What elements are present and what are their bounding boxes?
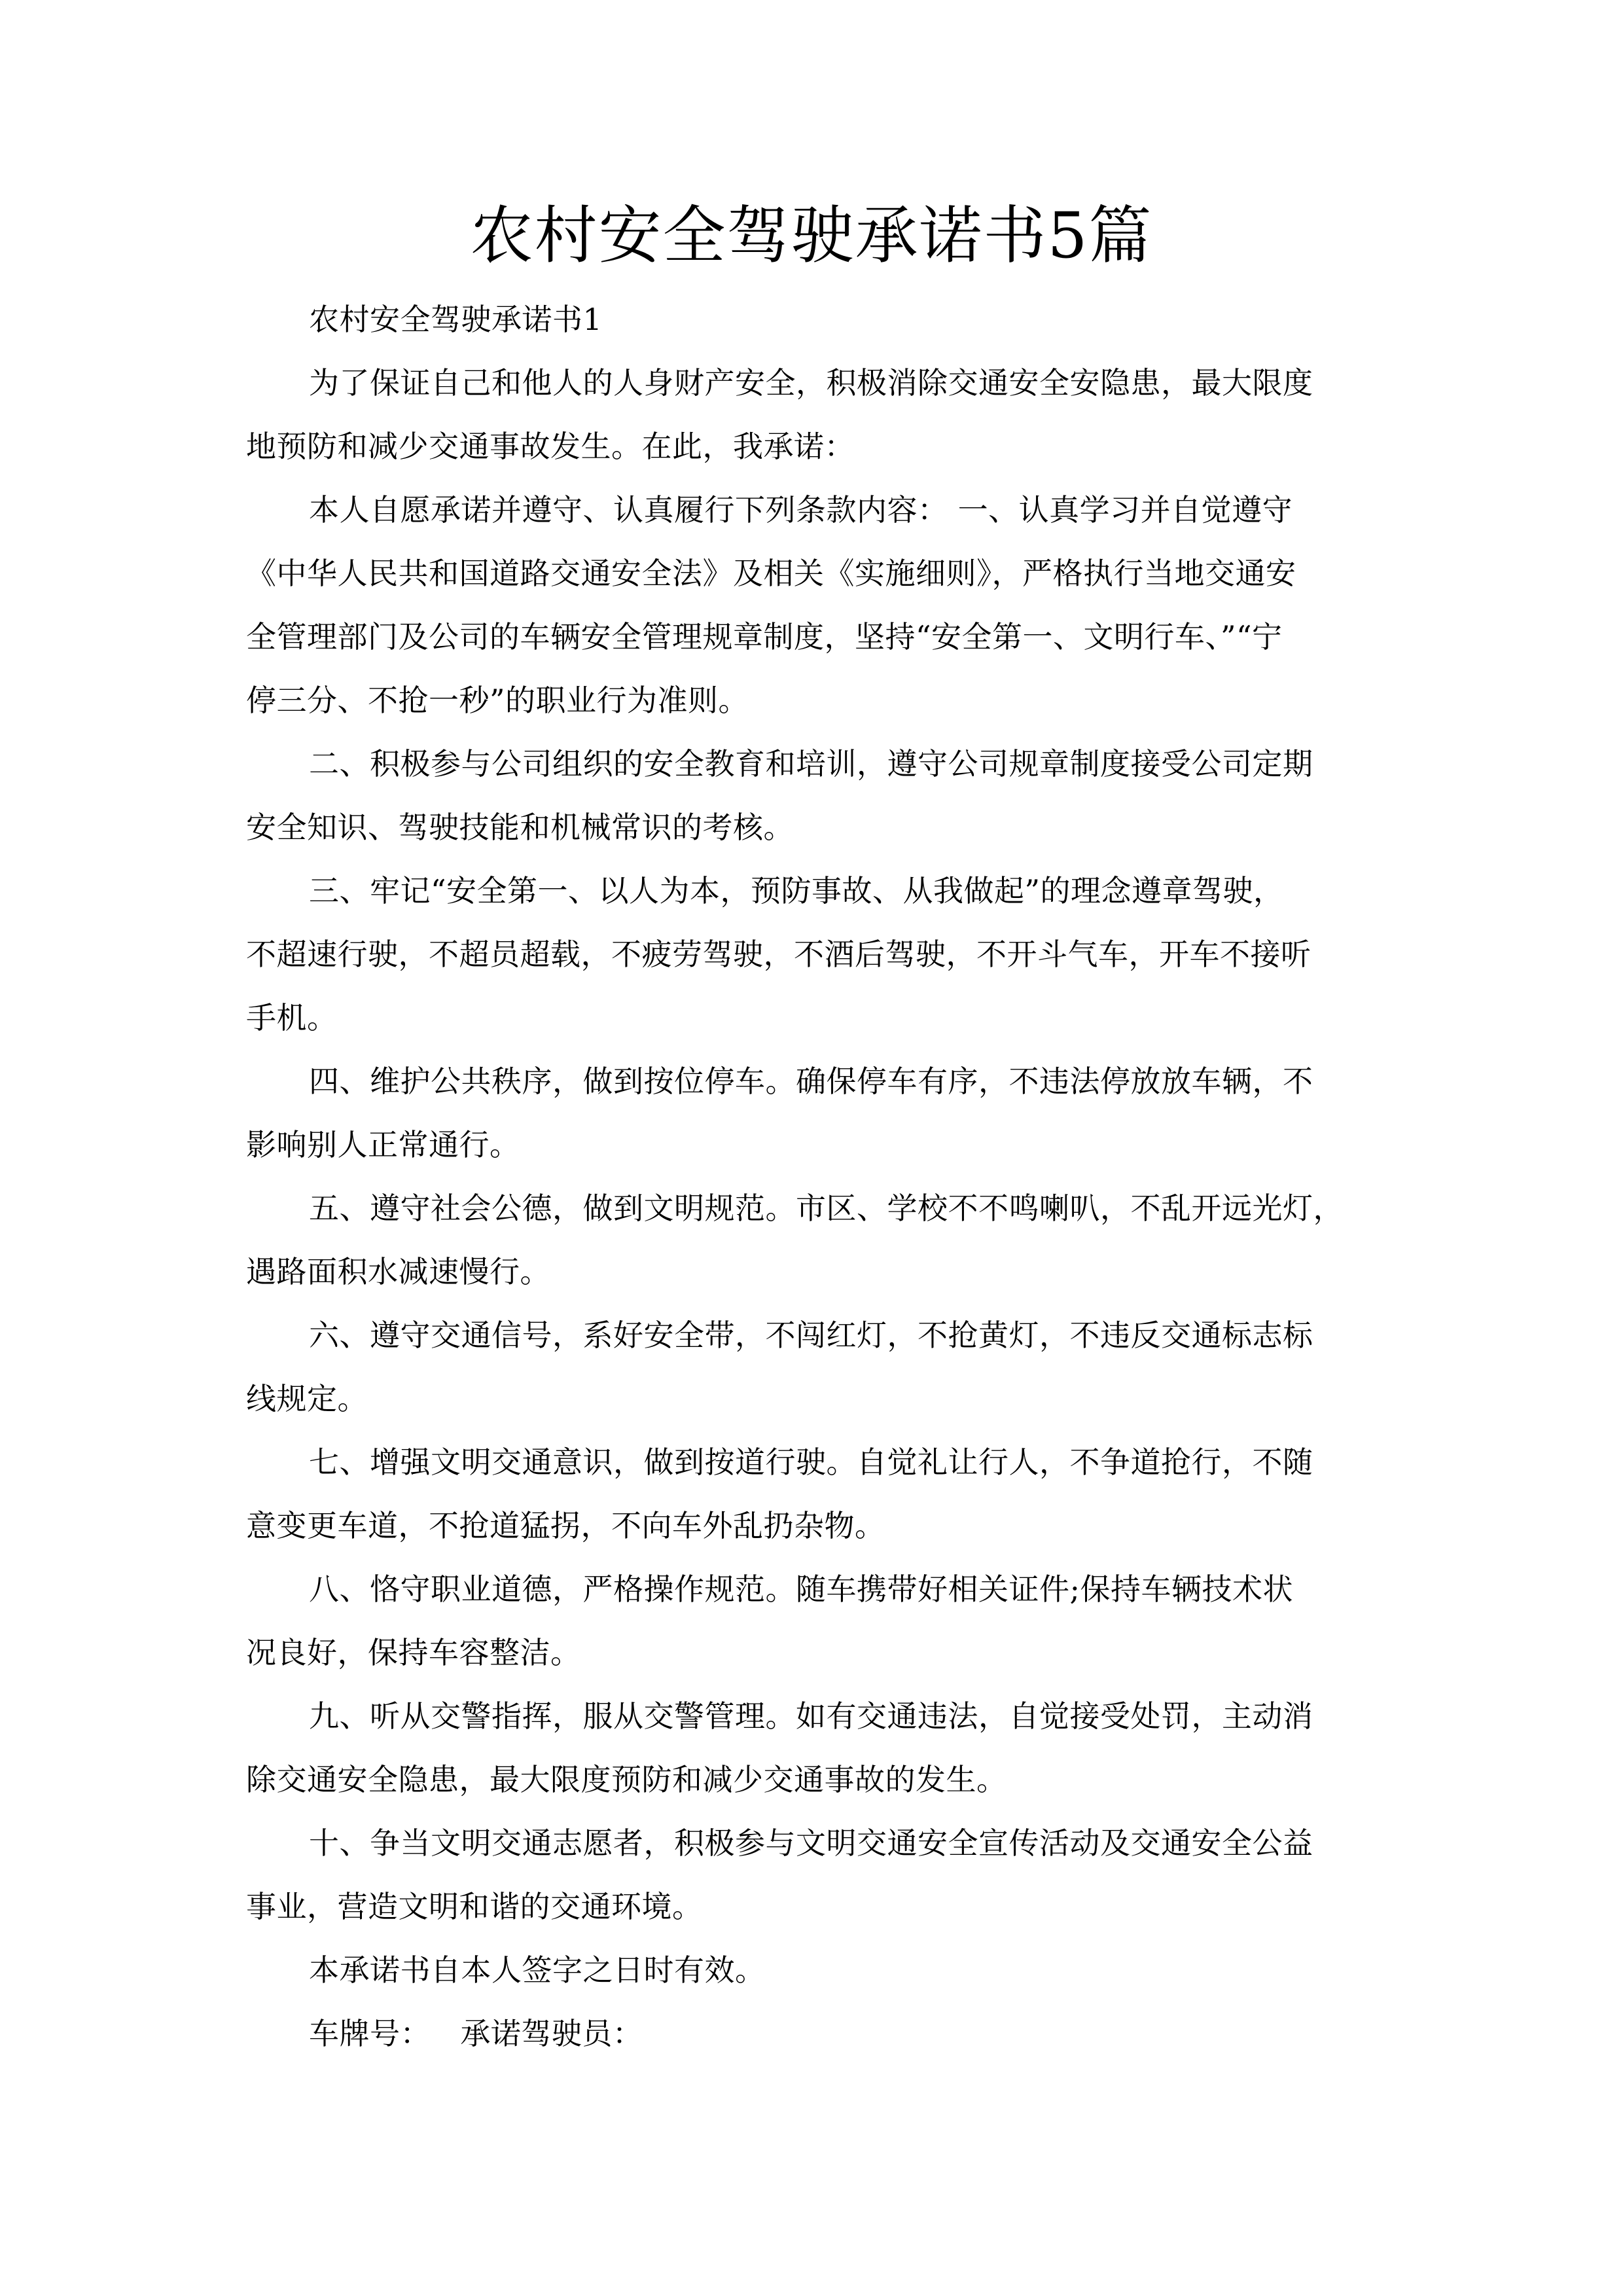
paragraph-clause-10: 十、争当文明交通志愿者，积极参与文明交通安全宣传活动及交通安全公益 事业，营造文明和谐的交通环境。 xyxy=(246,1825,1313,1924)
paragraph-intro: 为了保证自己和他人的人身财产安全，积极消除交通安全安隐患，最大限度 地预防和减少交通事故发生。在此，我承诺： xyxy=(246,365,1313,464)
paragraph-clause-2: 二、积极参与公司组织的安全教育和培训，遵守公司规章制度接受公司定期 安全知识、驾驶技能和机械常识的考核。 xyxy=(246,746,1313,845)
plate-number-label: 车牌号： xyxy=(309,2016,431,2051)
document-title: 农村安全驾驶承诺书5篇 xyxy=(470,199,1153,272)
paragraph-clause-6: 六、遵守交通信号，系好安全带，不闯红灯，不抢黄灯，不违反交通标志标 线规定。 xyxy=(246,1318,1313,1416)
paragraph-clause-1: 本人自愿承诺并遵守、认真履行下列条款内容： 一、认真学习并自觉遵守 《中华人民共和国道路交通安全法》及相关《实施细则》，严格执行当地交通安 全管理部门及公司的车辆安全管理规章制度，坚持“安全第一、文明行车、”“宁 停三分、不抢一秒”的职业行为准则。 xyxy=(246,492,1296,718)
driver-signature-label: 承诺驾驶员： xyxy=(460,2016,643,2051)
document-body xyxy=(246,288,1377,2066)
paragraph-clause-4: 四、维护公共秩序，做到按位停车。确保停车有序，不违法停放放车辆，不 影响别人正常通行。 xyxy=(246,1064,1313,1162)
paragraph-clause-8: 八、恪守职业道德，严格操作规范。随车携带好相关证件;保持车辆技术状 况良好，保持车容整洁。 xyxy=(246,1571,1293,1670)
section-heading: 农村安全驾驶承诺书1 xyxy=(309,302,603,337)
paragraph-clause-7: 七、增强文明交通意识，做到按道行驶。自觉礼让行人，不争道抢行，不随 意变更车道，不抢道猛拐，不向车外乱扔杂物。 xyxy=(246,1444,1313,1543)
paragraph-validity: 本承诺书自本人签字之日时有效。 xyxy=(309,1952,766,1988)
paragraph-clause-9: 九、听从交警指挥，服从交警管理。如有交通违法，自觉接受处罚，主动消 除交通安全隐患，最大限度预防和减少交通事故的发生。 xyxy=(246,1698,1313,1797)
paragraph-clause-3: 三、牢记“安全第一、以人为本，预防事故、从我做起”的理念遵章驾驶， 不超速行驶，不超员超载，不疲劳驾驶，不酒后驾驶，不开斗气车，开车不接听 手机。 xyxy=(246,873,1311,1035)
paragraph-clause-5: 五、遵守社会公德，做到文明规范。市区、学校不不鸣喇叭，不乱开远光灯， 遇路面积水减速慢行。 xyxy=(246,1191,1344,1289)
signature-row xyxy=(246,2002,1377,2066)
